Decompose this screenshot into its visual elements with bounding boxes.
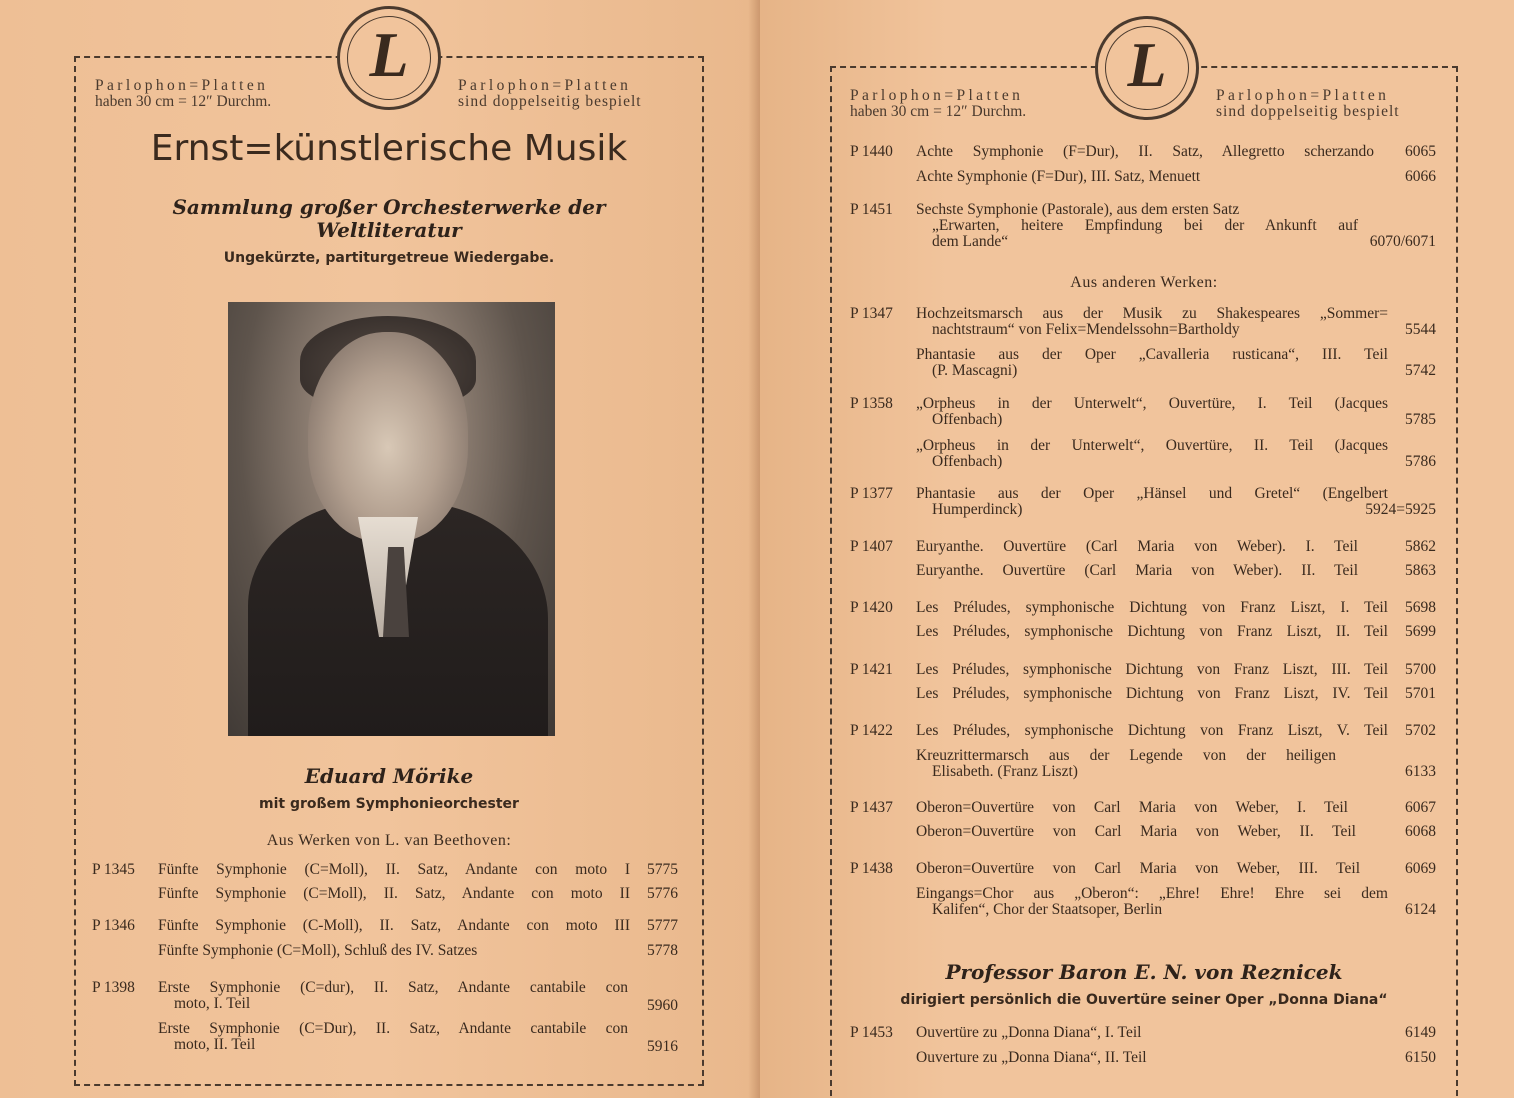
record-title: Phantasie aus der Oper „Hänsel und Gretel“ (Engelbert (916, 485, 1388, 502)
catalog-number: 6068 (1405, 823, 1436, 840)
collection-line-1: Sammlung großer Orchesterwerke der (172, 195, 606, 219)
catalog-number: 5960 (647, 997, 678, 1014)
left-header-left (95, 78, 271, 110)
right-header-left (850, 88, 1026, 120)
record-number: P 1422 (850, 722, 893, 739)
catalog-number: 5698 (1405, 599, 1436, 616)
record-title-continued: dem Lande“ (932, 233, 1009, 250)
catalog-number: 5916 (647, 1038, 678, 1055)
record-number: P 1440 (850, 143, 893, 160)
record-title: Les Préludes, symphonische Dichtung von Franz Liszt, I. Teil (916, 599, 1388, 616)
record-title: Oberon=Ouvertüre von Carl Maria von Weber, II. Teil (916, 823, 1356, 840)
record-number: P 1347 (850, 305, 893, 322)
portrait-photo (228, 302, 555, 736)
left-header-right (458, 78, 642, 110)
artist-name: Professor Baron E. N. von Reznicek (945, 960, 1343, 984)
record-number: P 1421 (850, 661, 893, 678)
parlophon-logo-left: L (337, 6, 441, 110)
catalog-number: 5701 (1405, 685, 1436, 702)
record-number: P 1358 (850, 395, 893, 412)
record-title: Achte Symphonie (F=Dur), III. Satz, Menuett (916, 168, 1201, 185)
catalog-number: 5699 (1405, 623, 1436, 640)
header-text-8: sind doppelseitig bespielt (1216, 103, 1400, 120)
right-header-right (1216, 88, 1400, 120)
record-title: Oberon=Ouvertüre von Carl Maria von Weber, I. Teil (916, 799, 1348, 816)
catalog-number: 6066 (1405, 168, 1436, 185)
record-title-continued: moto, I. Teil (174, 995, 251, 1012)
record-title: Fünfte Symphonie (C=Moll), II. Satz, Andante con moto I (158, 861, 630, 878)
record-title-continued: nachtstraum“ von Felix=Mendelssohn=Bartholdy (932, 321, 1240, 338)
record-title: „Orpheus in der Unterwelt“, Ouvertüre, II. Teil (Jacques (916, 437, 1388, 454)
catalog-number: 5742 (1405, 362, 1436, 379)
record-title: Kreuzrittermarsch aus der Legende von der heiligen (916, 747, 1336, 764)
record-number: P 1453 (850, 1024, 893, 1041)
parlophon-logo-right: L (1095, 16, 1199, 120)
catalog-number: 6065 (1405, 143, 1436, 160)
record-title: Achte Symphonie (F=Dur), II. Satz, Allegretto scherzando (916, 143, 1374, 160)
catalog-number: 5777 (647, 917, 678, 934)
record-title-continued: Offenbach) (932, 411, 1003, 428)
header-text-7: Parlophon=Platten (1216, 87, 1390, 104)
record-title: „Orpheus in der Unterwelt“, Ouvertüre, I. Teil (Jacques (916, 395, 1388, 412)
record-title: Sechste Symphonie (Pastorale), aus dem ersten Satz (916, 201, 1240, 218)
collection-subtitle: Ungekürzte, partiturgetreue Wiedergabe. (223, 250, 555, 266)
header-text-5: Parlophon=Platten (850, 87, 1024, 104)
record-title: Les Préludes, symphonische Dichtung von Franz Liszt, III. Teil (916, 661, 1388, 678)
record-title-continued: moto, II. Teil (174, 1036, 256, 1053)
record-title: Erste Symphonie (C=Dur), II. Satz, Andante cantabile con (158, 1020, 628, 1037)
record-title: Les Préludes, symphonische Dichtung von Franz Liszt, IV. Teil (916, 685, 1388, 702)
record-title: Ouvertüre zu „Donna Diana“, I. Teil (916, 1024, 1142, 1041)
catalog-number: 6069 (1405, 860, 1436, 877)
catalog-number: 5786 (1405, 453, 1436, 470)
collection-heading (74, 196, 704, 242)
works-heading: Aus Werken von L. van Beethoven: (266, 832, 512, 849)
record-title: Eingangs=Chor aus „Oberon“: „Ehre! Ehre! Ehre sei dem (916, 885, 1388, 902)
header-text-1: Parlophon=Platten (95, 77, 269, 94)
page-title: Ernst=künstlerische Musik (150, 128, 628, 169)
record-title: Ouverture zu „Donna Diana“, II. Teil (916, 1049, 1147, 1066)
artist-name: Eduard Mörike (304, 764, 474, 788)
catalog-number: 5924=5925 (1365, 501, 1436, 518)
catalog-number: 5863 (1405, 562, 1436, 579)
catalog-number: 6150 (1405, 1049, 1436, 1066)
record-number: P 1420 (850, 599, 893, 616)
record-number: P 1346 (92, 917, 135, 934)
record-title: Fünfte Symphonie (C=Moll), II. Satz, Andante con moto II (158, 885, 630, 902)
catalog-number: 6149 (1405, 1024, 1436, 1041)
catalog-number: 5862 (1405, 538, 1436, 555)
catalog-number: 6067 (1405, 799, 1436, 816)
record-number: P 1345 (92, 861, 135, 878)
record-title: Les Préludes, symphonische Dichtung von Franz Liszt, V. Teil (916, 722, 1388, 739)
catalog-number: 6070/6071 (1369, 233, 1436, 250)
record-title: Euryanthe. Ouvertüre (Carl Maria von Weber). I. Teil (916, 538, 1358, 555)
record-title-continued: Elisabeth. (Franz Liszt) (932, 763, 1078, 780)
catalog-number: 5775 (647, 861, 678, 878)
record-title: Euryanthe. Ouvertüre (Carl Maria von Weber). II. Teil (916, 562, 1358, 579)
record-title-continued: (P. Mascagni) (932, 362, 1018, 379)
record-title: Les Préludes, symphonische Dichtung von Franz Liszt, II. Teil (916, 623, 1388, 640)
record-title-continued: Kalifen“, Chor der Staatsoper, Berlin (932, 901, 1163, 918)
catalog-number: 5700 (1405, 661, 1436, 678)
record-title: Fünfte Symphonie (C=Moll), Schluß des IV. Satzes (158, 942, 478, 959)
record-number: P 1438 (850, 860, 893, 877)
catalog-number: 5776 (647, 885, 678, 902)
record-title: Oberon=Ouvertüre von Carl Maria von Weber, III. Teil (916, 860, 1360, 877)
header-text-3: Parlophon=Platten (458, 77, 632, 94)
record-title: Fünfte Symphonie (C-Moll), II. Satz, Andante con moto III (158, 917, 630, 934)
header-text-4: sind doppelseitig bespielt (458, 93, 642, 110)
record-title: Erste Symphonie (C=dur), II. Satz, Andante cantabile con (158, 979, 628, 996)
catalog-number: 5778 (647, 942, 678, 959)
collection-line-2: Weltliteratur (316, 218, 462, 242)
catalog-number: 6133 (1405, 763, 1436, 780)
header-text-6: haben 30 cm = 12″ Durchm. (850, 103, 1027, 120)
record-number: P 1377 (850, 485, 893, 502)
right-page (760, 0, 1514, 1098)
catalog-number: 5785 (1405, 411, 1436, 428)
artist-subtitle: dirigiert persönlich die Ouvertüre seiner Oper „Donna Diana“ (900, 992, 1388, 1008)
record-number: P 1451 (850, 201, 893, 218)
catalog-number: 6124 (1405, 901, 1436, 918)
record-title-continued: „Erwarten, heitere Empfindung bei der Ankunft auf (932, 217, 1358, 234)
record-title-continued: Humperdinck) (932, 501, 1023, 518)
other-works-heading: Aus anderen Werken: (1070, 274, 1218, 291)
header-text-2: haben 30 cm = 12″ Durchm. (95, 93, 272, 110)
catalog-number: 5544 (1405, 321, 1436, 338)
record-number: P 1398 (92, 979, 135, 996)
record-title: Phantasie aus der Oper „Cavalleria rusticana“, III. Teil (916, 346, 1388, 363)
record-number: P 1437 (850, 799, 893, 816)
artist-subtitle: mit großem Symphonieorchester (259, 796, 519, 812)
record-title: Hochzeitsmarsch aus der Musik zu Shakespeares „Sommer= (916, 305, 1388, 322)
record-number: P 1407 (850, 538, 893, 555)
record-title-continued: Offenbach) (932, 453, 1003, 470)
catalog-number: 5702 (1405, 722, 1436, 739)
